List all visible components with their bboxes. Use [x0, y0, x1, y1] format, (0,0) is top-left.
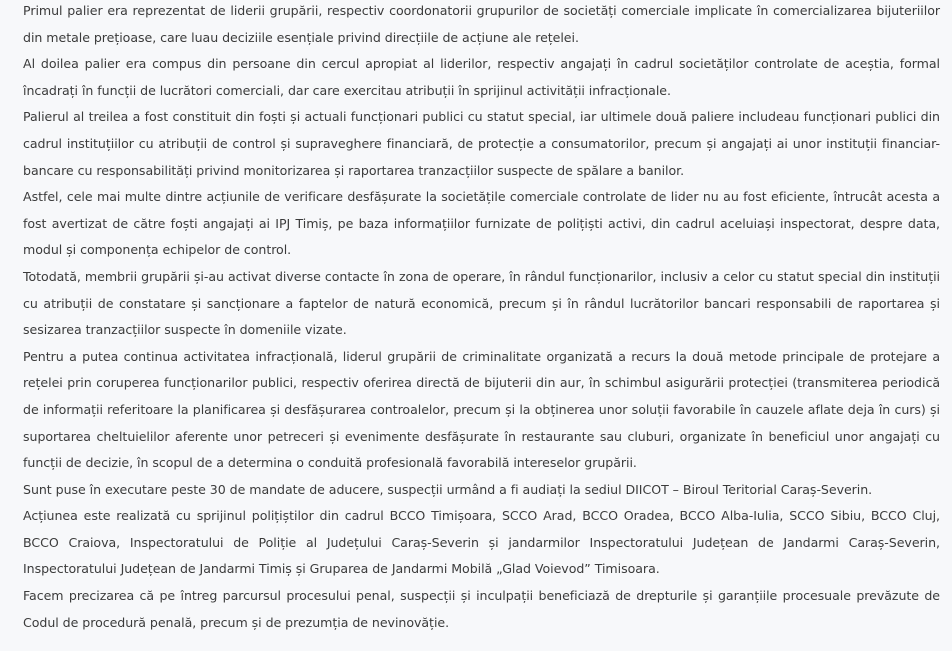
paragraph-second-tier: Al doilea palier era compus din persoane din cercul apropiat al liderilor, respectiv angajați în cadrul societăților controlate de aceștia, formal încadrați în funcții de lucrători comerciali, dar care exercitau atribuții în sprijinul activității infracționale. — [23, 56, 940, 98]
paragraph-support-units: Acțiunea este realizată cu sprijinul polițiștilor din cadrul BCCO Timișoara, SCCO Arad, BCCO Oradea, BCCO Alba-Iulia, SCCO Sibiu, BCCO Cluj, BCCO Craiova, Inspectoratului de Poliție al Județului Caraș-Severin și jandarmilor Inspectoratului Județean de Jandarmi Caraș-Severin, Inspectoratului Județean de Jandarmi Timiș și Gruparea de Jandarmi Mobilă „Glad Voievod” Timisoara. — [23, 508, 940, 577]
paragraph-presumption-innocence: Facem precizarea că pe întreg parcursul procesului penal, suspecții și inculpații beneficiază de drepturile și garanțiile procesuale prevăzute de Codul de procedură penală, precum și de prezumția de nevinovăție. — [23, 588, 940, 630]
paragraph-third-tier: Palierul al treilea a fost constituit din foști și actuali funcționari publici cu statut special, iar ultimele două paliere includeau funcționari publici din cadrul instituțiilor cu atribuții de control și supraveghere financiară, de protecție a consumatorilor, precum și angajați ai unor instituții financiar-bancare cu responsabilități privind monitorizarea și raportarea tranzacțiilor suspecte de spălare a banilor. — [23, 109, 940, 178]
paragraph-warrants: Sunt puse în executare peste 30 de mandate de aducere, suspecții urmând a fi audiați la sediul DIICOT – Biroul Teritorial Caraș-Severin. — [23, 481, 873, 497]
paragraph-first-tier: Primul palier era reprezentat de liderii grupării, respectiv coordonatorii grupurilor de societăți comerciale implicate în comercializarea bijuteriilor din metale prețioase, care luau deciziile esențiale privind direcțiile de acțiune ale rețelei. — [23, 3, 940, 45]
paragraph-protection-methods: Pentru a putea continua activitatea infracțională, liderul grupării de criminalitate organizată a recurs la două metode principale de protejare a rețelei prin coruperea funcționarilor publici, respectiv oferirea directă de bijuterii din aur, în schimbul asigurării protecției (transmiterea periodică de informații referitoare la planificarea și desfășurarea controalelor, precum și la obținerea unor soluții favorabile în cauzele aflate deja în curs) și suportarea cheltuielilor aferente unor petreceri și evenimente desfășurate în restaurante sau cluburi, organizate în beneficiul unor angajați cu funcții de decizie, în scopul de a determina o conduită profesională favorabilă intereselor grupării. — [23, 348, 940, 471]
paragraph-inefficient-checks: Astfel, cele mai multe dintre acțiunile de verificare desfășurate la societățile comerciale controlate de lider nu au fost eficiente, întrucât acesta a fost avertizat de către foști angajați ai IPJ Timiș, pe baza informațiilor furnizate de polițiști activi, din cadrul aceluiași inspectorat, despre data, modul și componența echipelor de control. — [23, 189, 940, 258]
paragraph-contacts: Totodată, membrii grupării și-au activat diverse contacte în zona de operare, în rândul funcționarilor, inclusiv a celor cu statut special din instituții cu atribuții de constatare și sancționare a faptelor de natură economică, precum și în rândul lucrătorilor bancari responsabili de raportarea și sesizarea tranzacțiilor suspecte în domeniile vizate. — [23, 268, 940, 338]
